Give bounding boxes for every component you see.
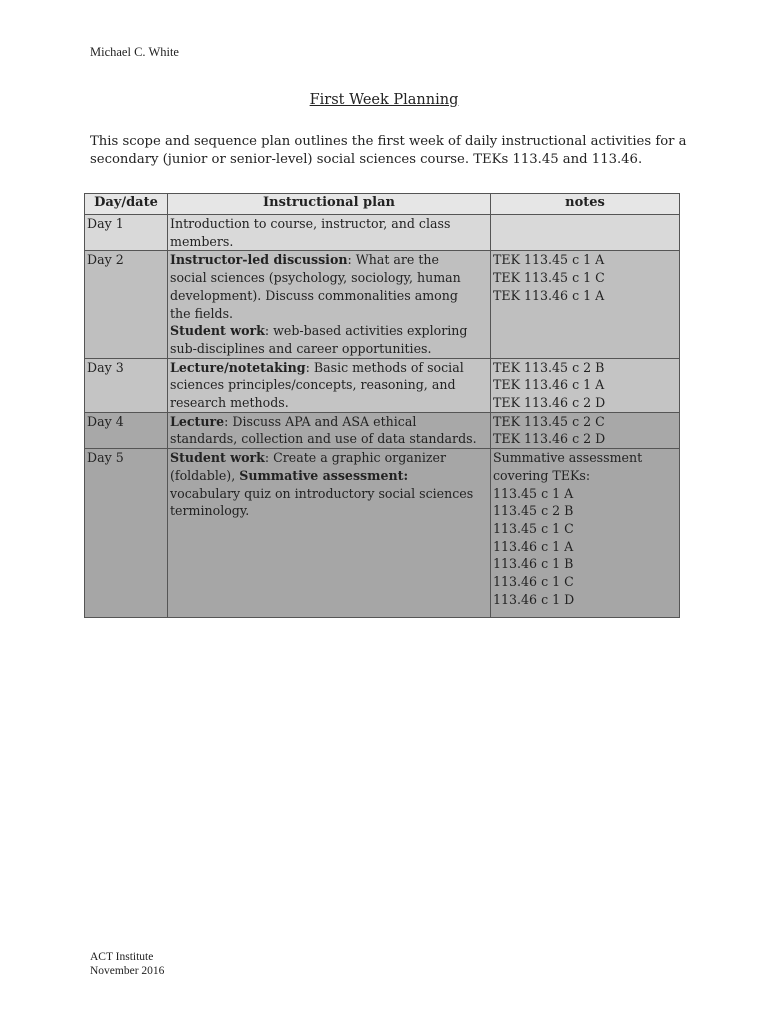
plan-line: terminology. (170, 503, 250, 519)
table-row (85, 412, 680, 448)
day-cell: Day 3 (85, 358, 168, 412)
plan-line (170, 467, 488, 485)
plan-text: : Create a graphic organizer (264, 450, 447, 466)
table-row (85, 251, 680, 358)
plan-bold-label: Lecture (170, 413, 225, 429)
plan-bold-label: Summative assessment (239, 467, 404, 483)
document-title: First Week Planning (309, 92, 459, 108)
table-row (85, 449, 680, 618)
table-row (85, 215, 680, 251)
day-cell: Day 2 (85, 251, 168, 358)
note-item: Summative assessment (493, 450, 643, 466)
notes-cell (491, 358, 680, 412)
note-item: 113.45 c 2 B (493, 503, 574, 519)
note-item: 113.45 c 1 A (493, 485, 574, 501)
plan-line: vocabulary quiz on introductory social sciences (170, 485, 474, 501)
plan-text: : web-based activities exploring (264, 323, 468, 339)
note-item: 113.46 c 1 B (493, 556, 574, 572)
notes-cell (491, 215, 680, 251)
plan-line: research methods. (170, 395, 289, 411)
intro-line: secondary (junior or senior-level) social sciences course. TEKs 113.45 and 113.46. (90, 152, 643, 167)
intro-paragraph (90, 133, 690, 169)
note-item: TEK 113.46 c 2 D (493, 431, 606, 447)
header-notes: notes (491, 194, 680, 215)
note-item: covering TEKs: (493, 467, 591, 483)
note-item: TEK 113.45 c 2 B (493, 359, 605, 375)
notes-cell (491, 449, 680, 618)
header-plan: Instructional plan (168, 194, 491, 215)
plan-line: sub-disciplines and career opportunities. (170, 340, 432, 356)
table-header-row (85, 194, 680, 215)
plan-bold-label: Instructor-led discussion (170, 252, 348, 268)
note-item: TEK 113.45 c 1 A (493, 252, 605, 268)
plan-line: the fields. (170, 305, 234, 321)
notes-cell (491, 251, 680, 358)
plan-line: standards, collection and use of data standards. (170, 431, 477, 447)
note-item: TEK 113.45 c 1 C (493, 270, 605, 286)
note-item: 113.46 c 1 A (493, 538, 574, 554)
plan-cell (168, 358, 491, 412)
day-cell: Day 5 (85, 449, 168, 618)
plan-line (170, 322, 488, 340)
intro-line: This scope and sequence plan outlines the first week of daily instructional activities for a (90, 134, 687, 149)
plan-line: sciences principles/concepts, reasoning, and (170, 377, 456, 393)
plan-bold-label: Student work (170, 323, 265, 339)
plan-cell (168, 251, 491, 358)
note-item: 113.45 c 1 C (493, 520, 574, 536)
notes-cell (491, 412, 680, 448)
footer-org: ACT Institute (90, 951, 154, 963)
note-item: 113.46 c 1 D (493, 591, 575, 607)
footer-date: November 2016 (90, 965, 165, 977)
plan-line (170, 413, 488, 431)
note-item: TEK 113.46 c 2 D (493, 395, 606, 411)
plan-cell (168, 412, 491, 448)
note-item: TEK 113.45 c 2 C (493, 413, 605, 429)
plan-cell (168, 215, 491, 251)
note-item: TEK 113.46 c 1 A (493, 377, 605, 393)
table-row (85, 358, 680, 412)
plan-text: : Basic methods of social (305, 359, 464, 375)
plan-line (170, 251, 488, 269)
author-name: Michael C. White (90, 45, 179, 59)
plan-text: (foldable), (170, 467, 240, 483)
plan-bold-label: Student work (170, 450, 265, 466)
planning-table (84, 193, 680, 618)
day-cell: Day 4 (85, 412, 168, 448)
plan-line: Introduction to course, instructor, and class (170, 216, 451, 231)
page-footer (90, 950, 164, 978)
plan-text: : (403, 467, 409, 483)
note-item: 113.46 c 1 C (493, 574, 574, 590)
plan-line (170, 359, 488, 377)
plan-bold-label: Lecture/notetaking (170, 359, 306, 375)
plan-text: : Discuss APA and ASA ethical (224, 413, 417, 429)
plan-text: : What are the (347, 252, 439, 268)
plan-line: development). Discuss commonalities among (170, 287, 458, 303)
header-day: Day/date (85, 194, 168, 215)
note-item: TEK 113.46 c 1 A (493, 287, 605, 303)
plan-cell (168, 449, 491, 618)
plan-line: social sciences (psychology, sociology, human (170, 270, 461, 286)
plan-line (170, 449, 488, 467)
day-cell: Day 1 (85, 215, 168, 251)
plan-line: members. (170, 233, 234, 249)
